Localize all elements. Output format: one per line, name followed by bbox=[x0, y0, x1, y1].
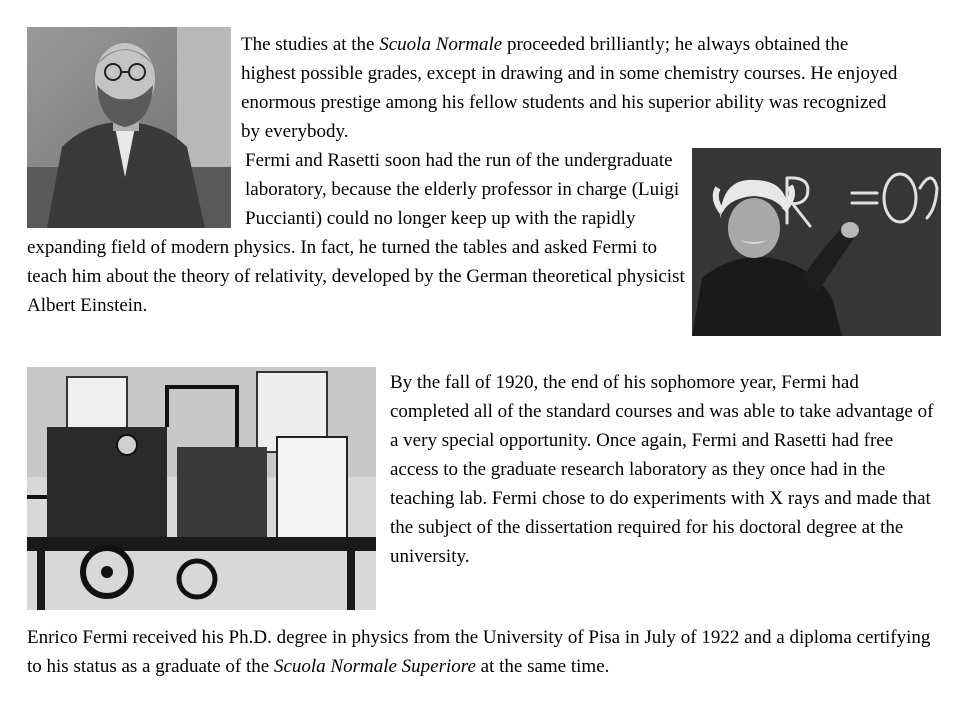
scuola-normale-superiore-emphasis: Scuola Normale Superiore bbox=[273, 656, 476, 677]
einstein-chalkboard-icon bbox=[692, 148, 941, 336]
paragraph-scuola-normale-studies bbox=[241, 30, 901, 146]
paragraph-text: The studies at the bbox=[241, 34, 380, 55]
scuola-normale-emphasis: Scuola Normale bbox=[379, 34, 503, 55]
paragraph-text: at the same time. bbox=[475, 656, 610, 677]
einstein-chalkboard-photo bbox=[692, 148, 941, 336]
laboratory-equipment-icon bbox=[27, 367, 376, 610]
paragraph-text: By the fall of 1920, the end of his sophomore year, Fermi had completed all of the standard courses and was able to take advantage of a very special opportunity. Once again, Fermi and Rasetti had free access to the graduate research laboratory as they once had in the teaching lab. Fermi chose to do experiments with X rays and made that the subject of the dissertation required for his doctoral degree at the university. bbox=[390, 372, 934, 567]
paragraph-fall-1920 bbox=[390, 368, 938, 571]
paragraph-text: proceeded brilliantly; he always obtained the highest possible grades, except in drawing and in some chemistry courses. He enjoyed enormous prestige among his fellow students and his superior ability was recognized by everybody. bbox=[241, 34, 898, 142]
paragraph-run-of-laboratory bbox=[27, 146, 687, 320]
laboratory-equipment-photo bbox=[27, 367, 376, 610]
paragraph-text: Enrico Fermi received his Ph.D. degree in physics from the University of Pisa in July of 1922 and a diploma certifying to his status as a graduate of the bbox=[27, 627, 931, 677]
paragraph-text: Fermi and Rasetti soon had the run of the undergraduate laboratory, because the elderly professor in charge (Luigi Puccianti) could no longer keep up with the rapidly expanding field of modern physics. In fact, he turned the tables and asked Fermi to teach him about the theory of relativity, developed by the German theoretical physicist Albert Einstein. bbox=[27, 150, 685, 316]
paragraph-phd-degree bbox=[27, 623, 937, 681]
